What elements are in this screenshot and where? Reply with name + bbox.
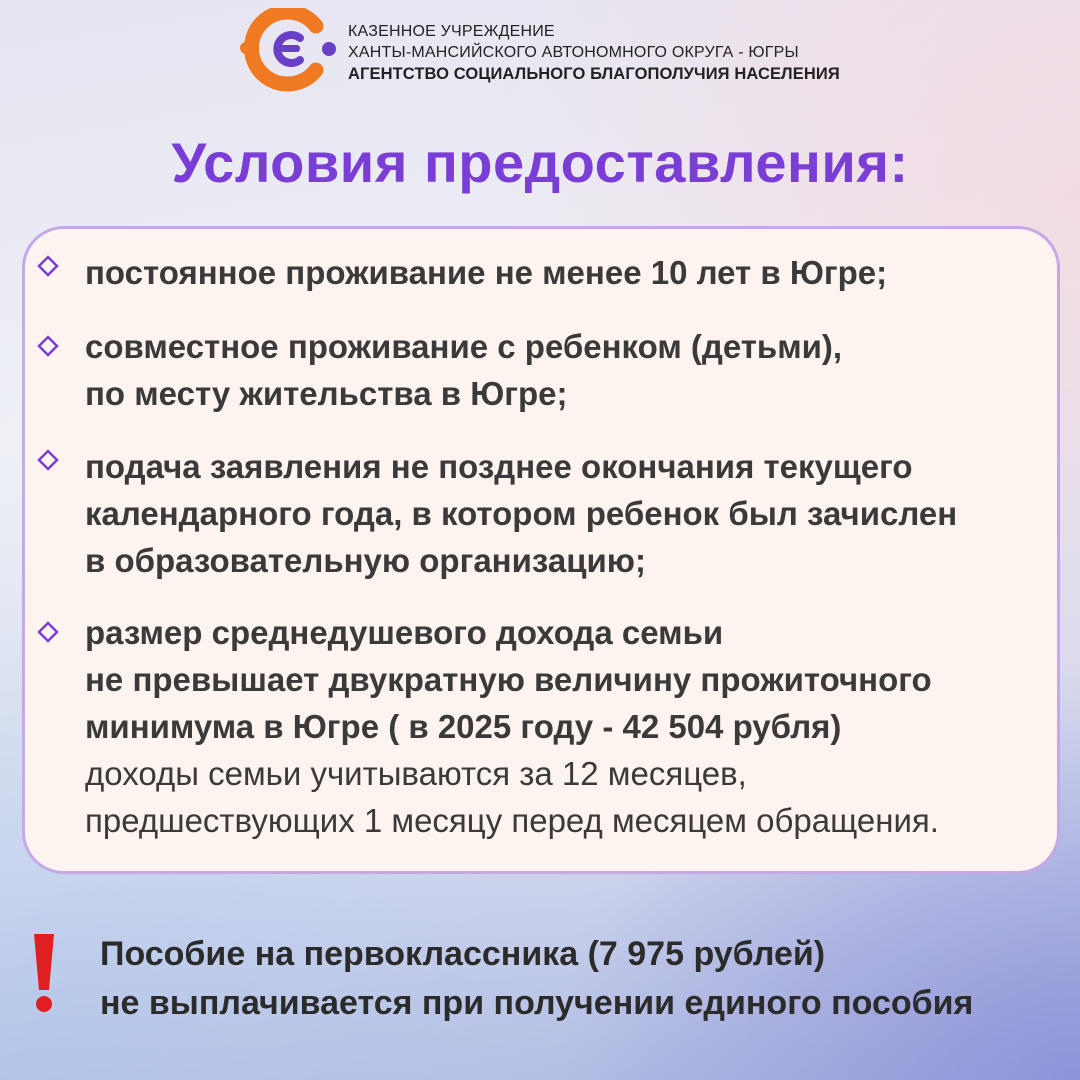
condition-note-line: доходы семьи учитываются за 12 месяцев, bbox=[85, 755, 747, 792]
condition-line: в образовательную организацию; bbox=[85, 542, 646, 579]
condition-line: по месту жительства в Югре; bbox=[85, 375, 568, 412]
condition-line: размер среднедушевого дохода семьи bbox=[85, 614, 724, 651]
header bbox=[238, 8, 878, 96]
warning-line-2: не выплачивается при получении единого пособия bbox=[100, 984, 974, 1022]
condition-line: календарного года, в котором ребенок был зачислен bbox=[85, 495, 958, 532]
page-title: Условия предоставления: bbox=[171, 131, 909, 194]
org-line-1: КАЗЕННОЕ УЧРЕЖДЕНИЕ bbox=[348, 23, 555, 40]
diamond-bullet-icon bbox=[37, 621, 59, 643]
condition-line: подача заявления не позднее окончания текущего bbox=[85, 448, 913, 485]
condition-note-line: предшествующих 1 месяцу перед месяцем обращения. bbox=[85, 802, 939, 839]
condition-line: минимума в Югре ( в 2025 году - 42 504 рубля) bbox=[85, 708, 842, 745]
diamond-bullet-icon bbox=[37, 449, 59, 471]
diamond-bullet-icon bbox=[37, 255, 59, 277]
warning-line-1: Пособие на первоклассника (7 975 рублей) bbox=[100, 935, 826, 973]
org-line-3: АГЕНТСТВО СОЦИАЛЬНОГО БЛАГОПОЛУЧИЯ НАСЕЛЕНИЯ bbox=[348, 65, 840, 83]
condition-line: совместное проживание с ребенком (детьми), bbox=[85, 328, 843, 365]
condition-line: не превышает двукратную величину прожиточного bbox=[85, 661, 932, 698]
org-name bbox=[348, 21, 840, 85]
exclamation-icon bbox=[30, 932, 58, 1014]
warning-note bbox=[30, 930, 1060, 1030]
agency-logo-icon bbox=[238, 8, 338, 96]
org-line-2: ХАНТЫ-МАНСИЙСКОГО АВТОНОМНОГО ОКРУГА - ЮГРЫ bbox=[348, 44, 799, 61]
condition-line: постоянное проживание не менее 10 лет в Югре; bbox=[85, 254, 888, 291]
conditions-card bbox=[22, 226, 1060, 874]
diamond-bullet-icon bbox=[37, 335, 59, 357]
